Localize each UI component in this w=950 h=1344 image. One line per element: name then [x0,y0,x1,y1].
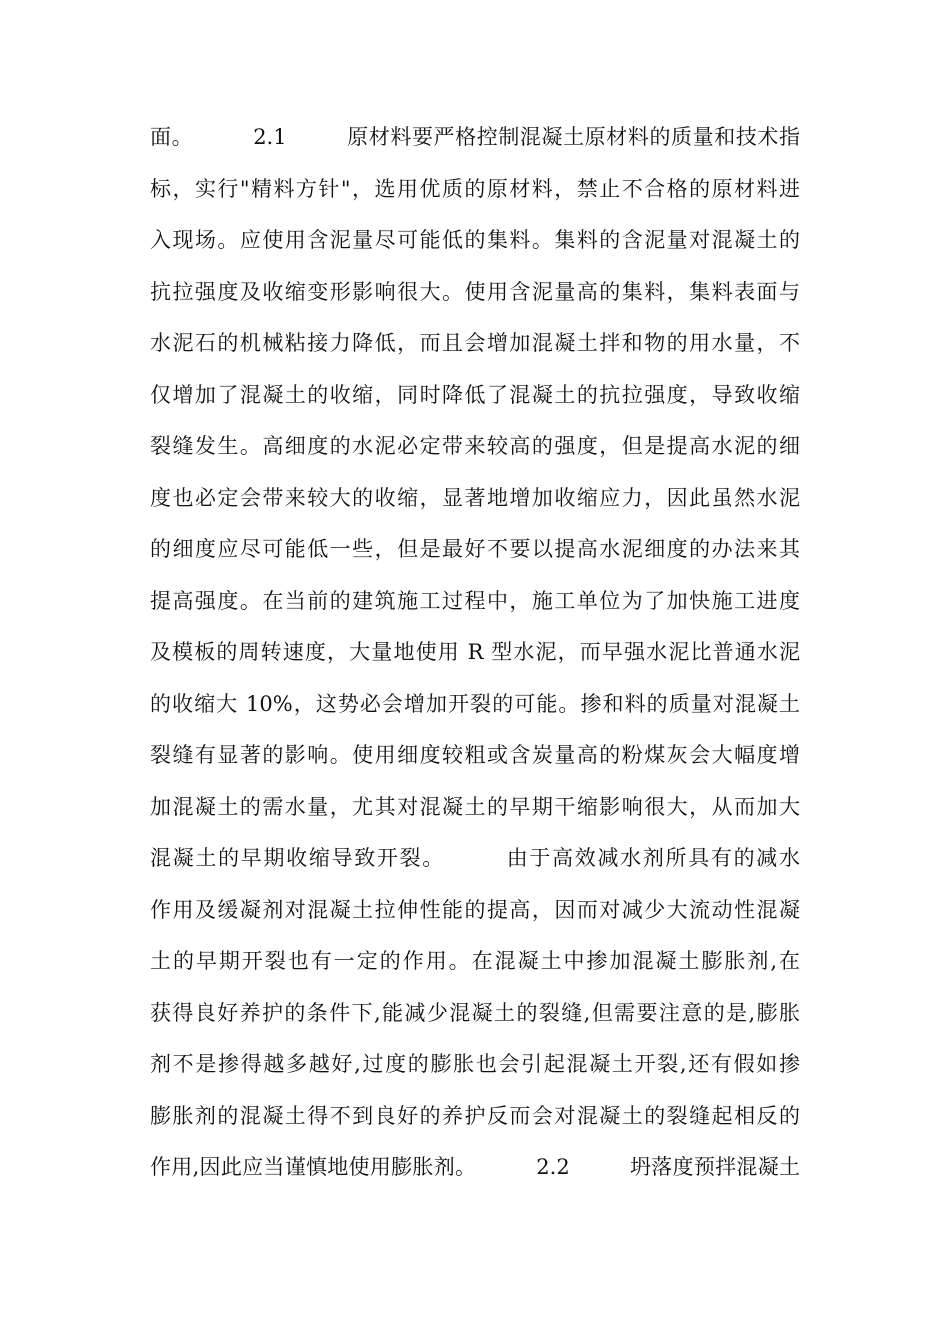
text-line: 作用及缓凝剂对混凝土拉伸性能的提高，因而对减少大流动性混凝 [150,897,800,922]
text-line: 及模板的周转速度，大量地使用 R 型水泥，而早强水泥比普通水泥 [150,640,800,664]
text-line: 裂缝有显著的影响。使用细度较粗或含炭量高的粉煤灰会大幅度增 [150,743,800,767]
text-line: 混凝土的早期收缩导致开裂。 由于高效减水剂所具有的减水 [150,846,800,870]
text-line: 的收缩大 10%，这势必会增加开裂的可能。掺和料的质量对混凝土 [150,691,800,716]
text-line: 度也必定会带来较大的收缩，显著地增加收缩应力，因此虽然水泥 [150,485,800,510]
text-line: 面。 2.1 原材料要严格控制混凝土原材料的质量和技术指 [150,125,801,149]
text-line: 仅增加了混凝土的收缩，同时降低了混凝土的抗拉强度，导致收缩 [150,382,800,407]
text-line: 的细度应尽可能低一些，但是最好不要以提高水泥细度的办法来其 [150,537,800,561]
text-line: 抗拉强度及收缩变形影响很大。使用含泥量高的集料，集料表面与 [150,279,800,304]
body-paragraph [150,112,800,1194]
text-line: 作用,因此应当谨慎地使用膨胀剂。 2.2 坍落度预拌混凝土 [150,1155,800,1179]
text-line: 土的早期开裂也有一定的作用。在混凝土中掺加混凝土膨胀剂,在 [150,949,800,973]
text-line: 入现场。应使用含泥量尽可能低的集料。集料的含泥量对混凝土的 [150,228,800,252]
text-line: 加混凝土的需水量，尤其对混凝土的早期干缩影响很大，从而加大 [150,794,800,819]
text-line: 标，实行"精料方针"，选用优质的原材料，禁止不合格的原材料进 [150,176,800,201]
text-line: 水泥石的机械粘接力降低，而且会增加混凝土拌和物的用水量，不 [150,331,800,355]
text-line: 剂不是掺得越多越好,过度的膨胀也会引起混凝土开裂,还有假如掺 [150,1052,800,1076]
text-line: 获得良好养护的条件下,能减少混凝土的裂缝,但需要注意的是,膨胀 [150,1000,800,1025]
text-line: 膨胀剂的混凝土得不到良好的养护反而会对混凝土的裂缝起相反的 [150,1103,800,1128]
text-line: 提高强度。在当前的建筑施工过程中，施工单位为了加快施工进度 [150,588,800,613]
text-line: 裂缝发生。高细度的水泥必定带来较高的强度，但是提高水泥的细 [150,434,800,458]
